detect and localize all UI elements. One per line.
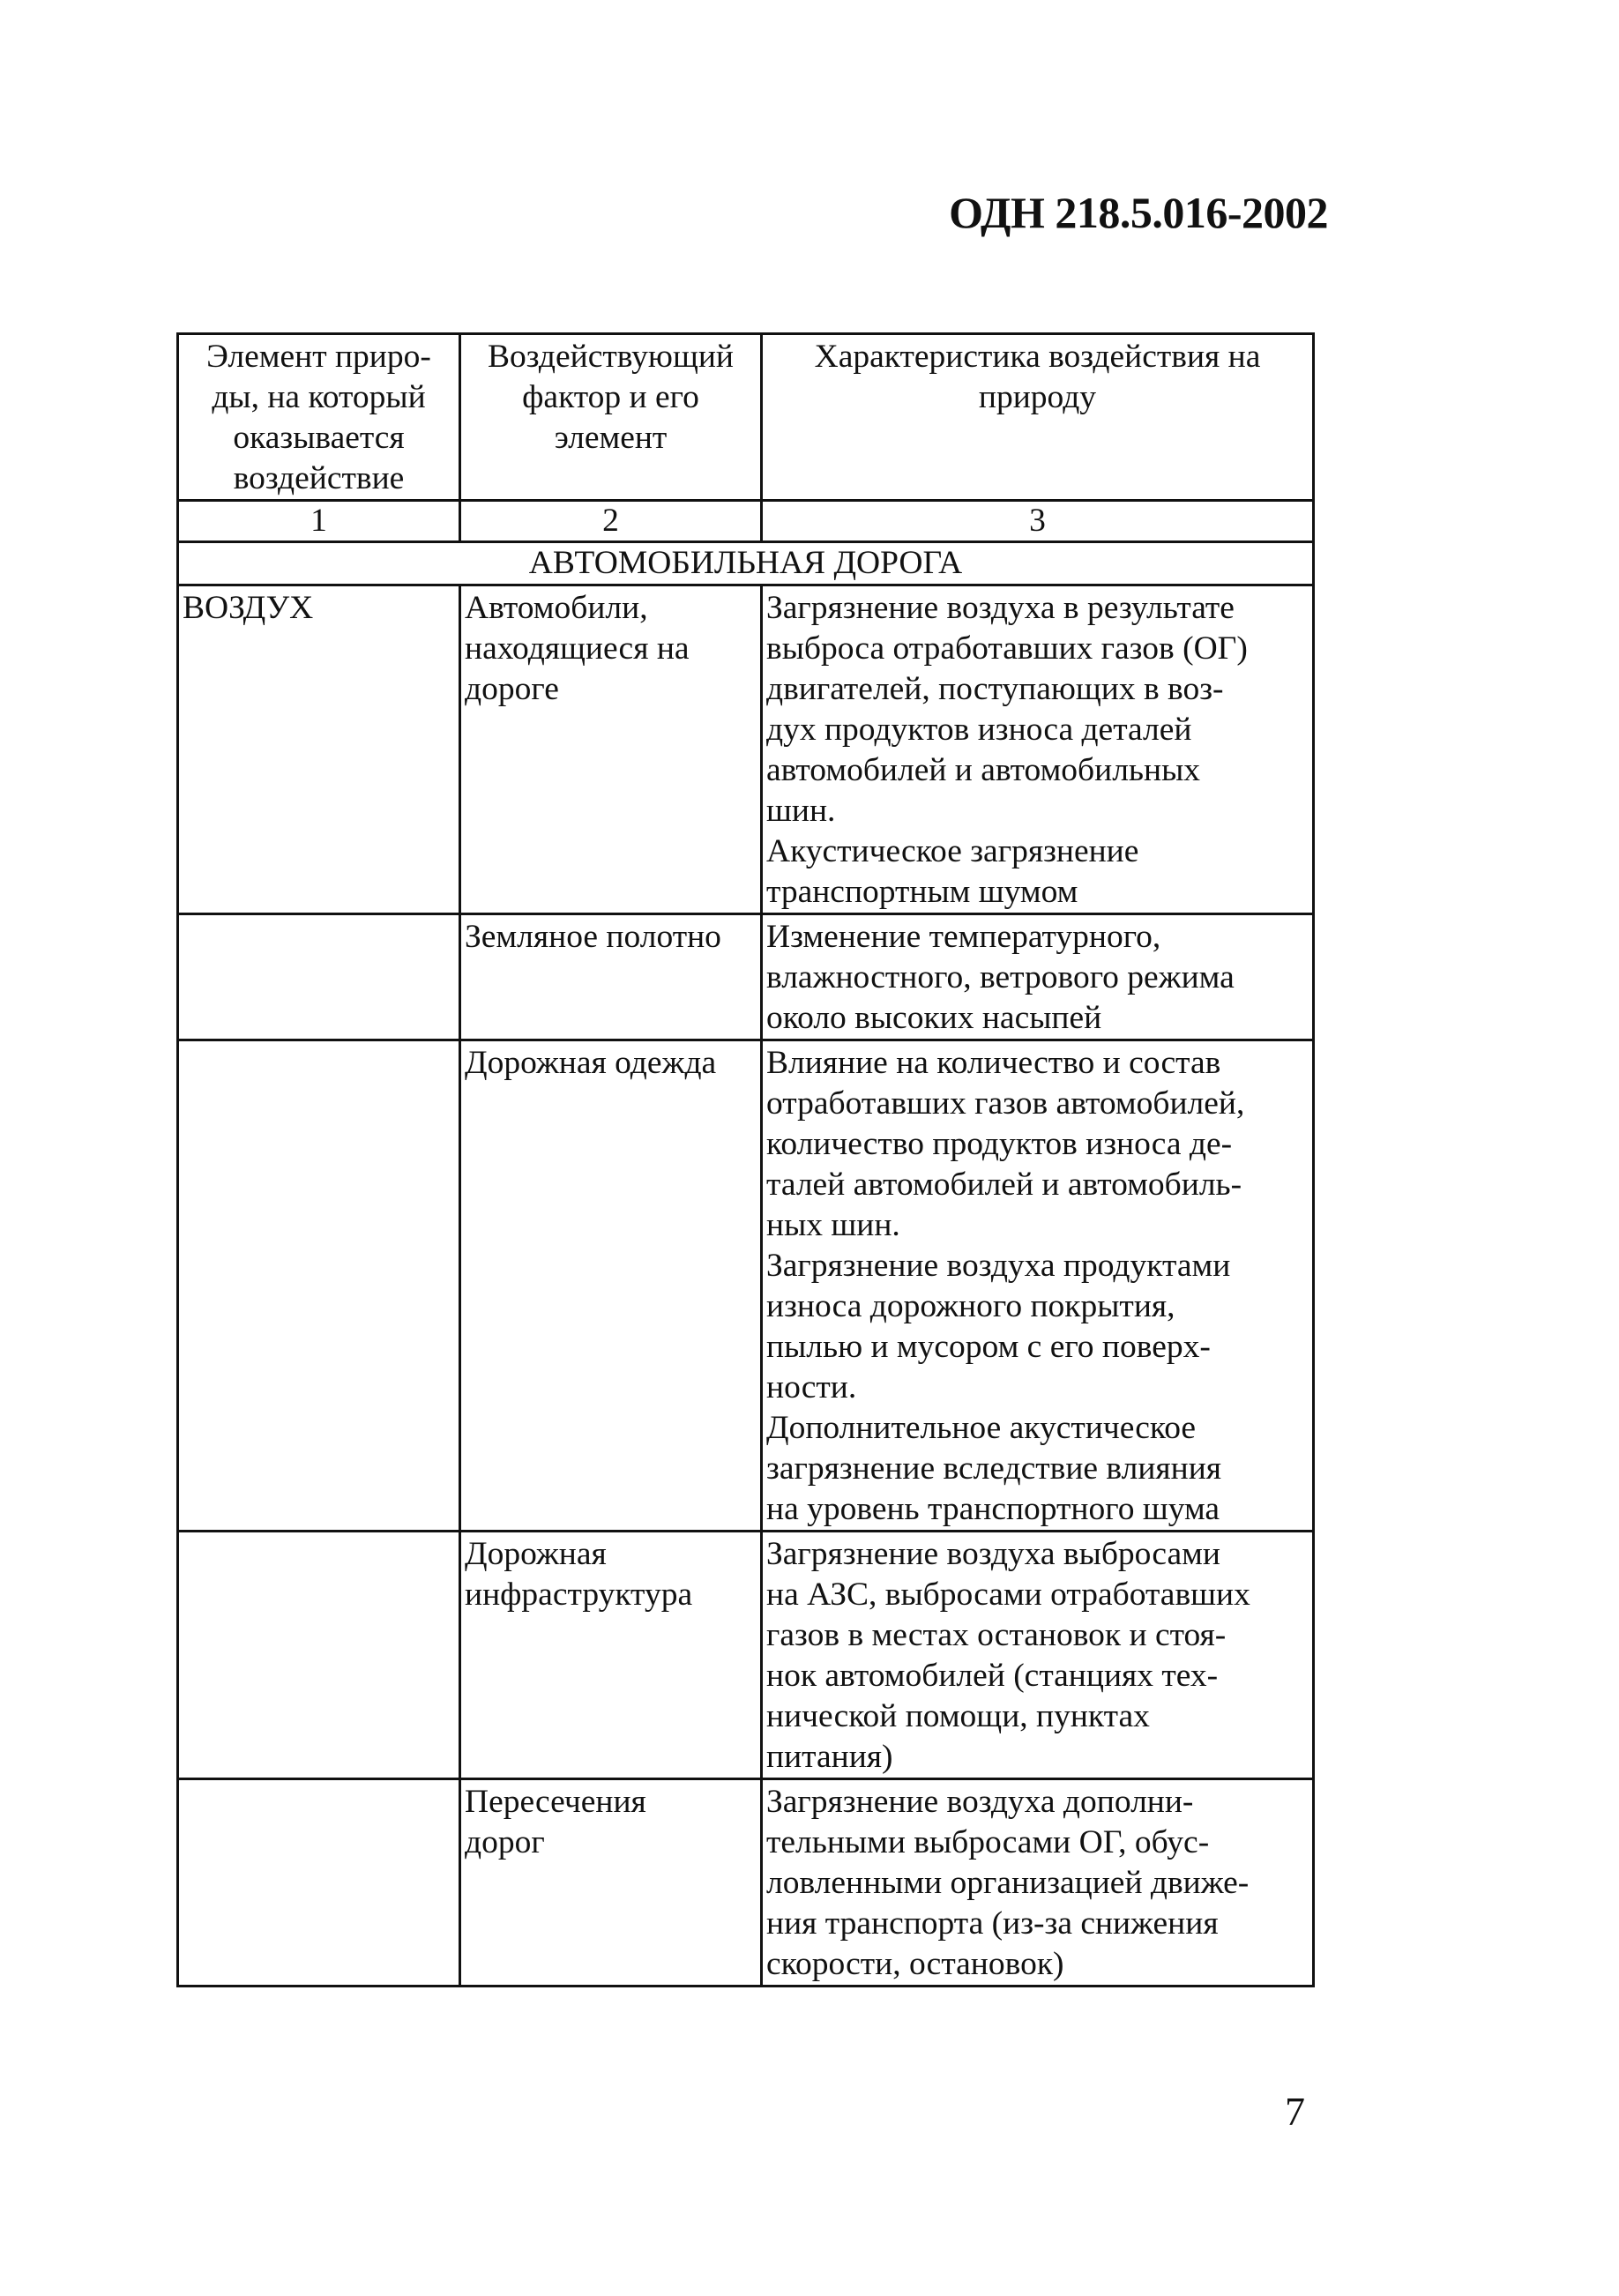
element-cell bbox=[178, 1040, 460, 1532]
impact-cell bbox=[762, 585, 1314, 914]
document-code: ОДН 218.5.016-2002 bbox=[949, 188, 1328, 237]
impact-paragraph: Загрязнение воздуха продуктами износа дорожного покрытия, пылью и мусором с его поверх- ности. bbox=[766, 1248, 1231, 1405]
header-element-text: Элемент приро- ды, на который оказывается воздействие bbox=[206, 339, 431, 496]
factor-text: Автомобили, находящиеся на дороге bbox=[465, 590, 690, 707]
header-factor-text: Воздействующий фактор и его элемент bbox=[488, 339, 734, 456]
section-title: АВТОМОБИЛЬНАЯ ДОРОГА bbox=[178, 542, 1314, 585]
element-cell bbox=[178, 1779, 460, 1987]
element-cell bbox=[178, 585, 460, 914]
element-cell bbox=[178, 914, 460, 1040]
impact-paragraph: Загрязнение воздуха в результате выброса отработавших газов (ОГ) двигателей, поступающих в воз- дух продуктов износа деталей автомобилей и автомобильных шин. bbox=[766, 590, 1248, 829]
section-row bbox=[178, 542, 1314, 585]
factor-text: Пересечения дорог bbox=[465, 1784, 646, 1860]
factor-cell bbox=[460, 1532, 762, 1779]
factor-cell bbox=[460, 585, 762, 914]
impact-paragraph: Акустическое загрязнение транспортным шумом bbox=[766, 833, 1139, 910]
column-number-2: 2 bbox=[460, 501, 762, 542]
column-number-row bbox=[178, 501, 1314, 542]
table-row bbox=[178, 1040, 1314, 1532]
element-cell bbox=[178, 1532, 460, 1779]
factor-cell bbox=[460, 1040, 762, 1532]
page-number: 7 bbox=[1285, 2089, 1305, 2134]
factor-cell bbox=[460, 914, 762, 1040]
impact-paragraph: Загрязнение воздуха дополни- тельными выбросами ОГ, обус- ловленными организацией движе- ния транспорта (из-за снижения скорости, остановок) bbox=[766, 1784, 1250, 1982]
impact-cell bbox=[762, 1040, 1314, 1532]
header-cell-factor bbox=[460, 334, 762, 501]
impact-paragraph: Дополнительное акустическое загрязнение вследствие влияния на уровень транспортного шума bbox=[766, 1410, 1222, 1527]
element-text: ВОЗДУХ bbox=[183, 590, 314, 626]
factor-text: Дорожная одежда bbox=[465, 1045, 717, 1081]
factor-text: Дорожная инфраструктура bbox=[465, 1536, 693, 1613]
impact-cell bbox=[762, 1532, 1314, 1779]
header-cell-impact bbox=[762, 334, 1314, 501]
impact-cell bbox=[762, 1779, 1314, 1987]
header-cell-element bbox=[178, 334, 460, 501]
column-number-3: 3 bbox=[762, 501, 1314, 542]
impact-paragraph: Загрязнение воздуха выбросами на АЗС, выбросами отработавших газов в местах остановок и стоя- нок автомобилей (станциях тех- нической помощи, пунктах питания) bbox=[766, 1536, 1250, 1775]
header-impact-text: Характеристика воздействия на природу bbox=[814, 339, 1261, 415]
header-row bbox=[178, 334, 1314, 501]
table-row bbox=[178, 914, 1314, 1040]
impact-table bbox=[176, 332, 1315, 1987]
table-row bbox=[178, 1532, 1314, 1779]
column-number-1: 1 bbox=[178, 501, 460, 542]
impact-cell bbox=[762, 914, 1314, 1040]
impact-paragraph: Влияние на количество и состав отработавших газов автомобилей, количество продуктов износа де- талей автомобилей и автомобиль- ных шин. bbox=[766, 1045, 1245, 1243]
table-row bbox=[178, 1779, 1314, 1987]
impact-paragraph: Изменение температурного, влажностного, ветрового режима около высоких насыпей bbox=[766, 919, 1235, 1036]
table-row bbox=[178, 585, 1314, 914]
factor-cell bbox=[460, 1779, 762, 1987]
factor-text: Земляное полотно bbox=[465, 919, 721, 955]
